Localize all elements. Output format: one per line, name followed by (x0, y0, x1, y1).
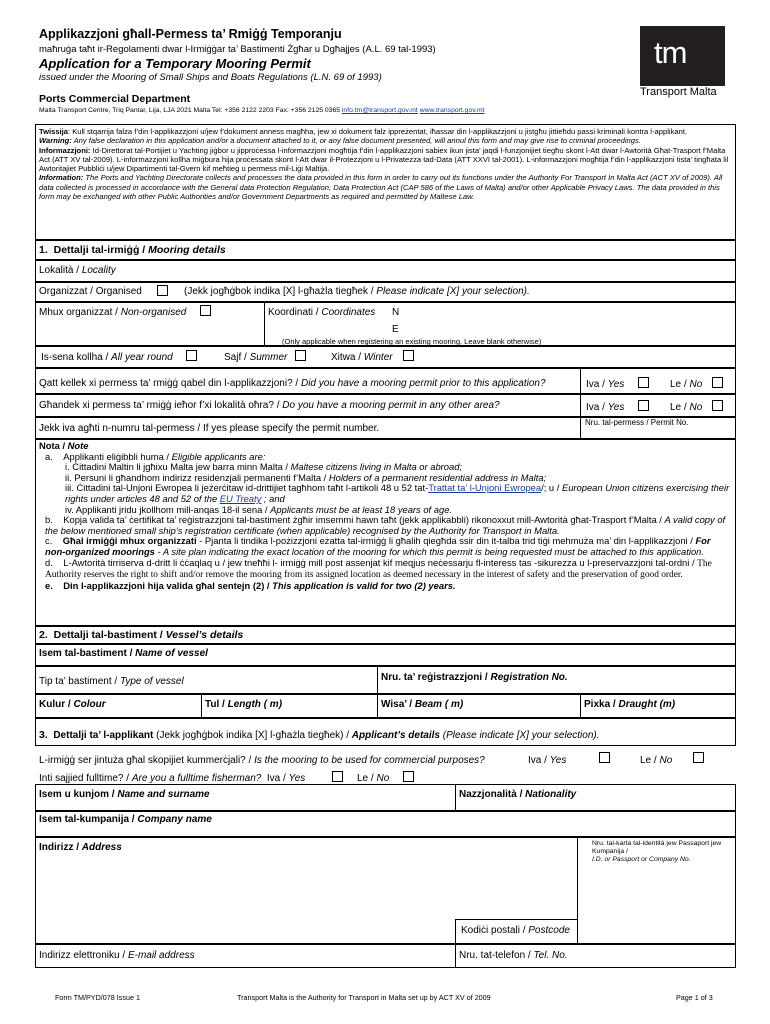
s2-num: 2. (39, 629, 48, 641)
postcode-en: Postcode (528, 925, 570, 936)
coords-note: (Only applicable when registering an existing mooring. Leave blank otherwise) (282, 337, 542, 346)
winter-label (331, 352, 393, 363)
locality-en: Locality (81, 265, 116, 276)
other-yes-label (586, 402, 624, 413)
nota-d-mark: d. (45, 556, 53, 568)
prior-no-checkbox[interactable] (712, 377, 723, 388)
address-en: Address (81, 842, 122, 853)
non-organised-mt: Mhux organizzat / (39, 307, 121, 318)
vessel-divider-2 (201, 694, 202, 718)
commercial-en: Is the mooring to be used for commercial purposes? (254, 755, 485, 766)
year-round-checkbox[interactable] (186, 350, 197, 361)
s3-title-note: (Jekk jogħġbok indika [X] l-għażla tiegħek) / (153, 730, 352, 741)
s3-title-en: Applicant’s details (351, 730, 440, 741)
fisherman-no-en: No (376, 773, 390, 784)
s2-title (39, 629, 243, 641)
nota-iii-mark: iii. (65, 482, 74, 494)
locality-label (39, 265, 116, 276)
nota-iii-end: ; and (261, 492, 285, 504)
other-yes-en: Yes (607, 402, 625, 413)
coords-label (268, 307, 375, 318)
twissija-label: Twissija (39, 127, 68, 136)
prior-yes-en: Yes (607, 379, 625, 390)
winter-checkbox[interactable] (403, 350, 414, 361)
summer-mt: Sajf / (224, 352, 250, 363)
vessel-name-label (39, 648, 208, 659)
permit-no-field[interactable]: Nru. tal-permess / Permit No. (585, 418, 689, 427)
applicant-name-label (39, 789, 210, 800)
s3-title-mt: Dettalji ta’ l-applikant (53, 730, 154, 741)
email-divider (455, 944, 456, 968)
company-mt: Isem tal-kumpanija / (39, 814, 138, 825)
twissija-text: : Kull stqarrija falza f’din l-applikazzjoni u/jew f’dokument anness magħha, jew xi dokument falz ippreżentat, iħassar din l-applikazzjoni u jistgħu jittieħdu passi kriminali kontra l-applikant. (67, 127, 688, 136)
prior-yes-mt: Iva / (586, 379, 608, 390)
fisherman-no-checkbox[interactable] (403, 771, 414, 782)
postcode-top (455, 919, 577, 920)
s1-num: 1. (39, 244, 48, 256)
year-round-label (41, 352, 173, 363)
nota-b-en: A valid copy of the below mentioned small ship’s registration certificate (when applicable) recognised by the Authority for Transport in Malta. (45, 514, 726, 536)
name-divider (455, 784, 456, 811)
prior-divider (580, 368, 581, 394)
commercial-no-checkbox[interactable] (693, 752, 704, 763)
fisherman-yes-checkbox[interactable] (332, 771, 343, 782)
other-no-en: No (689, 402, 703, 413)
colour-en: Colour (73, 699, 106, 710)
other-yes-checkbox[interactable] (638, 400, 649, 411)
summer-label (224, 352, 287, 363)
fisherman-no-mt: Le / (357, 773, 377, 784)
subtitle-en: issued under the Mooring of Small Ships and Boats Regulations (L.N. 69 of 1993) (39, 72, 382, 83)
prior-yes-checkbox[interactable] (638, 377, 649, 388)
treaty-link-mt[interactable]: Trattat ta’ l-Unjoni Ewropea (428, 482, 542, 494)
title-mt: Applikazzjoni għall-Permess ta’ Rmiġġ Temporanju (39, 27, 342, 41)
nota-i-mark: i. (65, 461, 70, 473)
nota-i-en: Maltese citizens living in Malta or abroad; (290, 461, 463, 473)
other-q-mt: Għandek xi permess ta’ rmiġġ ieħor f’xi lokalità oħra? / (39, 400, 283, 411)
non-organised-checkbox[interactable] (200, 305, 211, 316)
commercial-question (39, 755, 485, 766)
permit-no-question: Jekk iva agħti n-numru tal-permess / If yes please specify the permit number. (39, 423, 380, 434)
nationality-label (459, 789, 576, 800)
nota-ii-mt: Persuni li għandhom indirizz residenzjali permanenti f’Malta / (74, 471, 329, 483)
email-label (39, 950, 195, 961)
website-link[interactable]: www.transport.gov.mt (419, 107, 485, 114)
reg-en: Registration No. (490, 672, 568, 683)
locality-field[interactable] (35, 260, 736, 282)
coord-e-label[interactable]: E (392, 324, 399, 335)
postcode-label (461, 925, 570, 936)
nota-iii-mt: Ċittadini tal-Unjoni Ewropea li jeżerċitaw id-drittijiet tagħhom taħt l-artikoli 48 u 52 tat- (76, 482, 429, 494)
beam-mt: Wisa’ / (381, 699, 415, 710)
vessel-type-label (39, 676, 184, 687)
organised-note-mt: (Jekk jogħġbok indika [X] l-għażla tiegħek / (184, 286, 377, 297)
nota-e-en: This application is valid for two (2) years. (272, 579, 456, 591)
prior-q-mt: Qatt kellek xi permess ta’ rmiġġ qabel din l-applikazzjoni? / (39, 378, 301, 389)
fisherman-question (39, 773, 305, 784)
other-no-checkbox[interactable] (712, 400, 723, 411)
commercial-mt: L-irmiġġ ser jintuża għal skopijiet kummerċjali? / (39, 755, 255, 766)
commercial-no-en: No (659, 755, 673, 766)
id-label (592, 840, 732, 864)
other-no-label (670, 402, 702, 413)
vessel-type-mt: Tip ta’ bastiment / (39, 676, 120, 687)
name-en: Name and surname (117, 789, 210, 800)
s1-title-mt: Dettalji tal-irmiġġ / (53, 244, 149, 256)
company-en: Company name (137, 814, 212, 825)
nota-text (39, 441, 731, 591)
prior-no-label (670, 379, 702, 390)
beam-en: Beam ( m) (414, 699, 464, 710)
non-organised-en: Non-organised (120, 307, 187, 318)
nota-c-mark: c. (45, 535, 53, 547)
s2-title-en: Vessel’s details (165, 629, 244, 641)
prior-yes-label (586, 379, 624, 390)
length-en: Length ( m) (227, 699, 283, 710)
nota-title-mt: Nota / (39, 440, 68, 451)
draught-mt: Pixka / (584, 699, 619, 710)
nota-title-en: Note (67, 440, 89, 451)
fisherman-yes-en: Yes (288, 773, 306, 784)
year-round-en: All year round (111, 352, 173, 363)
id-label-en: I.D. or Passport or Company No. (592, 856, 691, 863)
winter-en: Winter (363, 352, 393, 363)
nota-a-mark: a. (45, 450, 53, 462)
email-link[interactable]: info.tm@transport.gov.mt (341, 107, 418, 114)
year-round-mt: Is-sena kollha / (41, 352, 112, 363)
nationality-mt: Nazzjonalità / (459, 789, 526, 800)
name-mt: Isem u kunjom / (39, 789, 118, 800)
colour-mt: Kulur / (39, 699, 74, 710)
fisherman-en: Are you a fulltime fisherman? (131, 773, 262, 784)
subtitle-mt: maħruġa taħt ir-Regolamenti dwar l-Irmiġġar ta’ Bastimenti Żgħar u Dgħajjes (A.L. 69 tal-1993) (39, 44, 436, 55)
commercial-no-label (640, 755, 672, 766)
vessel-name-mt: Isem tal-bastiment / (39, 648, 136, 659)
address-mt: Indirizz / (39, 842, 82, 853)
coords-en: Coordinates (321, 307, 376, 318)
s3-title-note-en: (Please indicate [X] your selection). (439, 730, 600, 741)
vessel-type-en: Type of vessel (119, 676, 184, 687)
nota-iii-en: European Union citizens exercising their rights under articles 48 and 52 of the (65, 482, 730, 504)
coord-n-label[interactable]: N (392, 307, 400, 318)
info-text: Id-Direttorat tal-Portijiet u Yachting jiġbor u jipproċessa l-informazzjoni mogħtija f’din l-applikazzjoni sabiex ikun jista’ jaqdi l-funzjonijiet tiegħu skont l-Att dwar l-Awtorità Għat-Trasport f’Malta Act (ATT XV tal-2009). L-informazzjoni kollha miġbura hija proċessata skont l-Att dwar il-Protezzjoni u l-Privatezza tad-Data (ATT XXVI tal-2001). L-informazzjoni mogħtija f’din l-applikazzjoni tista’ tingħata lil Awtoritajiet Pubbliċi u/jew Dipartimenti tal-Gvern kif meħtieġ u permess mil-Liġi Maltija. (39, 145, 729, 174)
nota-iv-mark: iv. (65, 503, 74, 515)
warning-text: Any false declaration in this application and/or a document attached to it, or any false document presented, will annul this form and may give rise to criminal proceedings. (71, 136, 641, 146)
postcode-divider-left (455, 919, 456, 944)
prior-permit-question (39, 378, 546, 389)
colour-label (39, 699, 106, 710)
s1-title (39, 244, 226, 256)
nota-d-mt: L-Awtorità tirriserva d-dritt li ċċaqlaq u / jew tneħħi l- irmiġġ mill post assenjat kif meqjus neċessarju fl-interess tas -sikurezza u l-preservazzjoni tal-ordni / (63, 556, 698, 568)
nota-ii-mark: ii. (65, 471, 72, 483)
s1-title-en: Mooring details (148, 244, 226, 256)
length-label (205, 699, 282, 710)
nota-a-en: Eligible applicants are: (171, 450, 266, 462)
fisherman-mt: Inti sajjied fulltime? / (39, 773, 132, 784)
organised-checkbox[interactable] (157, 285, 168, 296)
email-mt: Indirizz elettroniku / (39, 950, 128, 961)
non-organised-label (39, 307, 186, 318)
id-label-mt: Nru. tal-karta tal-identità jew Passaport jew Kumpanija / (592, 840, 722, 855)
commercial-yes-label (528, 755, 566, 766)
summer-checkbox[interactable] (295, 350, 306, 361)
summer-en: Summer (249, 352, 288, 363)
draught-label (584, 699, 675, 710)
nota-e-mt: Din l-applikazzjoni hija valida għal sentejn (2) / (63, 579, 273, 591)
organised-note-en: Please indicate [X] your selection). (376, 286, 530, 297)
commercial-no-mt: Le / (640, 755, 660, 766)
coords-divider (264, 302, 265, 346)
logo (640, 26, 725, 86)
department: Ports Commercial Department (39, 93, 191, 105)
commercial-yes-checkbox[interactable] (599, 752, 610, 763)
postcode-mt: Kodiċi postali / (461, 925, 529, 936)
fisherman-yes-mt: Iva / (266, 773, 289, 784)
nota-iv-en: Applicants must be at least 18 years of age. (270, 503, 453, 515)
organised-note (184, 286, 530, 297)
nota-iii-sep: /; u / (541, 482, 562, 494)
warning-label: Warning: (39, 136, 72, 146)
footer-authority: Transport Malta is the Authority for Transport in Malta set up by ACT XV of 2009 (237, 993, 491, 1002)
nota-a-mt: Applikanti eliġibbli huma / (63, 450, 172, 462)
id-divider (577, 837, 578, 944)
address-text: Malta Transport Centre, Triq Pantar, Lija, LJA 2021 Malta Tel: +356 2122 2203 Fax: +356 2125 0365 (39, 107, 342, 114)
prior-no-en: No (689, 379, 703, 390)
nota-e-mark: e. (45, 579, 53, 591)
registration-label (381, 672, 568, 683)
draught-en: Draught (m) (618, 699, 676, 710)
nota-c-label: Għal irmiġġi mhux organizzati (62, 535, 197, 547)
info-label: Informazzjoni: (39, 145, 91, 155)
email-en: E-mail address (127, 950, 195, 961)
title-en: Application for a Temporary Mooring Permit (39, 56, 311, 71)
logo-caption: Transport Malta (640, 86, 717, 98)
fisherman-no-label (357, 773, 389, 784)
nota-c-mt: - Pjanta li tindika l-pożizzjoni eżatta tal-irmiġġ li għalih qiegħda ssir din it-talba trid tiġi mehmuża ma’ din l-applikazzjoni / (196, 535, 696, 547)
nota-iv-mt: Applikanti jridu jkollhom mill-anqas 18-il sena / (75, 503, 271, 515)
s3-num: 3. (39, 729, 48, 741)
nota-b-mark: b. (45, 514, 53, 526)
organised-label: Organizzat / Organised (39, 286, 142, 297)
company-label (39, 814, 212, 825)
reg-mt: Nru. ta’ reġistrazzjoni / (381, 672, 491, 683)
nota-d-en: The Authority reserves the right to shift and/or remove the mooring from its assigned location as deemed necessary in the interest of safety and the preservation of good order. (45, 558, 712, 581)
contact-line (39, 107, 485, 114)
nota-b-mt: Kopja valida ta’ ċertifikat ta’ reġistrazzjoni tal-bastiment żgħir imsemmi hawn taħt (jekk applikabbli) rikonoxxut mill-Awtorità għat-Trasport f’Malta / (63, 514, 665, 526)
nota-c-en: - A site plan indicating the exact location of the mooring for which this permit is being requested must be attached to this application. (154, 545, 704, 557)
footer-page: Page 1 of 3 (676, 993, 713, 1002)
notice-text (39, 127, 731, 201)
s3-title (39, 729, 600, 741)
s2-title-mt: Dettalji tal-bastiment / (53, 629, 166, 641)
address-label (39, 842, 122, 853)
other-no-mt: Le / (670, 402, 690, 413)
nota-ii-en: Holders of a permanent residential address in Malta; (328, 471, 547, 483)
other-permit-question (39, 400, 500, 411)
commercial-yes-mt: Iva / (528, 755, 550, 766)
prior-q-en: Did you have a mooring permit prior to this application? (300, 378, 546, 389)
length-mt: Tul / (205, 699, 228, 710)
winter-mt: Xitwa / (331, 352, 364, 363)
information-text: The Ports and Yachting Directorate collects and processes the data provided in this form in order to carry out its functions under the Authority For Transport In Malta Act (ACT XV of 2009). All data collected is processed in accordance with the General data Protection Regulation, Data Protection Act (CAP 586 of the Laws of Malta) and/or other Applicable Privacy Laws. The data provided in this form may be exchanged with other Public Authorities and/or Government Departments as required and permitted by Maltese Law. (39, 173, 723, 202)
logo-mark: tm (654, 35, 687, 70)
locality-mt: Lokalità / (39, 265, 82, 276)
commercial-yes-en: Yes (549, 755, 567, 766)
other-q-en: Do you have a mooring permit in any other area? (282, 400, 500, 411)
other-yes-mt: Iva / (586, 402, 608, 413)
nationality-en: Nationality (525, 789, 577, 800)
tel-label (459, 950, 568, 961)
vessel-divider-3 (580, 694, 581, 718)
nota-i-mt: Ċittadini Maltin li jgħixu Malta jew barra minn Malta / (72, 461, 291, 473)
prior-no-mt: Le / (670, 379, 690, 390)
tel-mt: Nru. tat-telefon / (459, 950, 534, 961)
beam-label (381, 699, 463, 710)
nota-c-label-en: For non-organized moorings (45, 535, 711, 557)
footer-form-id: Form TM/PYD/078 Issue 1 (55, 993, 140, 1002)
vessel-name-en: Name of vessel (135, 648, 208, 659)
coords-mt: Koordinati / (268, 307, 322, 318)
eu-treaty-link[interactable]: EU Treaty (219, 492, 262, 504)
tel-en: Tel. No. (533, 950, 568, 961)
information-label: Information: (39, 173, 84, 183)
